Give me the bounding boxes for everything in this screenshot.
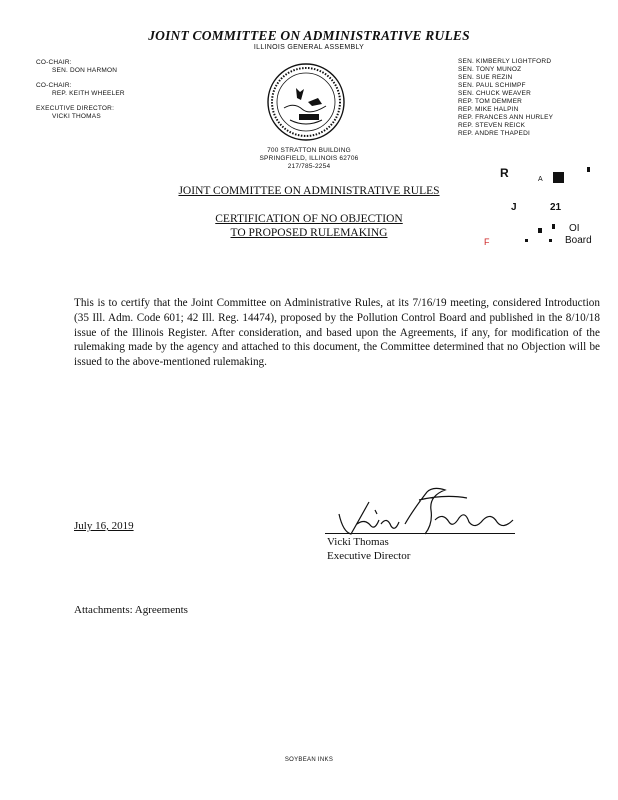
address-line: 217/785-2254 (287, 163, 331, 170)
redacted-fragment: Board (565, 235, 592, 246)
certification-title (0, 212, 618, 240)
member-name: REP. ANDRE THAPEDI (458, 130, 530, 137)
redacted-fragment: 21 (550, 202, 562, 213)
attachments-note: Attachments: Agreements (74, 604, 188, 616)
signer-title: Executive Director (327, 549, 411, 562)
member-name: SEN. TONY MUNOZ (458, 66, 522, 73)
redacted-fragment: A (538, 176, 543, 183)
cochair-name: SEN. DON HARMON (52, 67, 118, 74)
cochair-label: CO-CHAIR: (36, 82, 72, 89)
footer-note: SOYBEAN INKS (284, 757, 334, 763)
redacted-fragment: J (511, 202, 517, 213)
certification-line: CERTIFICATION OF NO OBJECTION (215, 213, 403, 225)
signer-name: Vicki Thomas (327, 536, 389, 548)
state-seal-icon (266, 62, 346, 142)
member-name: SEN. KIMBERLY LIGHTFORD (458, 58, 552, 65)
signature-image (335, 480, 525, 540)
member-name: REP. TOM DEMMER (458, 98, 523, 105)
certification-line: TO PROPOSED RULEMAKING (230, 227, 388, 239)
signer-block (327, 536, 410, 563)
address-line: SPRINGFIELD, ILLINOIS 62706 (259, 155, 359, 162)
member-name: REP. STEVEN REICK (458, 122, 526, 129)
cochair-name: REP. KEITH WHEELER (52, 90, 125, 97)
certification-date: July 16, 2019 (74, 520, 134, 532)
signature-line (325, 533, 515, 534)
redaction-mark (587, 167, 590, 172)
redacted-fragment: R (500, 166, 509, 180)
member-name: SEN. CHUCK WEAVER (458, 90, 531, 97)
letterhead-subtitle: ILLINOIS GENERAL ASSEMBLY (253, 44, 365, 51)
right-member-list (458, 58, 553, 138)
redacted-fragment: OI (569, 223, 580, 234)
certification-body: This is to certify that the Joint Committee on Administrative Rules, at its 7/16/19 meeting, considered Introduction (35 Ill. Adm. Code 601; 42 Ill. Reg. 14474), proposed by the Pollution Control Board and published in the 8/10/18 issue of the Illinois Register. After consideration, and based upon the Agreements, if any, for modification of the rulemaking made by the agency and attached to this document, the Committee determined that no Objection will be issued to the above-mentioned rulemaking. (74, 297, 600, 369)
redacted-fragment: F (484, 237, 490, 247)
director-name: VICKI THOMAS (52, 113, 101, 120)
member-name: SEN. SUE REZIN (458, 74, 513, 81)
member-name: REP. MIKE HALPIN (458, 106, 519, 113)
address-line: 700 STRATTON BUILDING (267, 147, 351, 154)
member-name: SEN. PAUL SCHIMPF (458, 82, 526, 89)
letterhead-title: JOINT COMMITTEE ON ADMINISTRATIVE RULES (148, 28, 470, 43)
director-label: EXECUTIVE DIRECTOR: (36, 105, 115, 112)
cochair-label: CO-CHAIR: (36, 59, 72, 66)
committee-heading: JOINT COMMITTEE ON ADMINISTRATIVE RULES (178, 185, 440, 197)
member-name: REP. FRANCES ANN HURLEY (458, 114, 554, 121)
redaction-mark (553, 172, 564, 183)
left-member-block (36, 59, 125, 121)
